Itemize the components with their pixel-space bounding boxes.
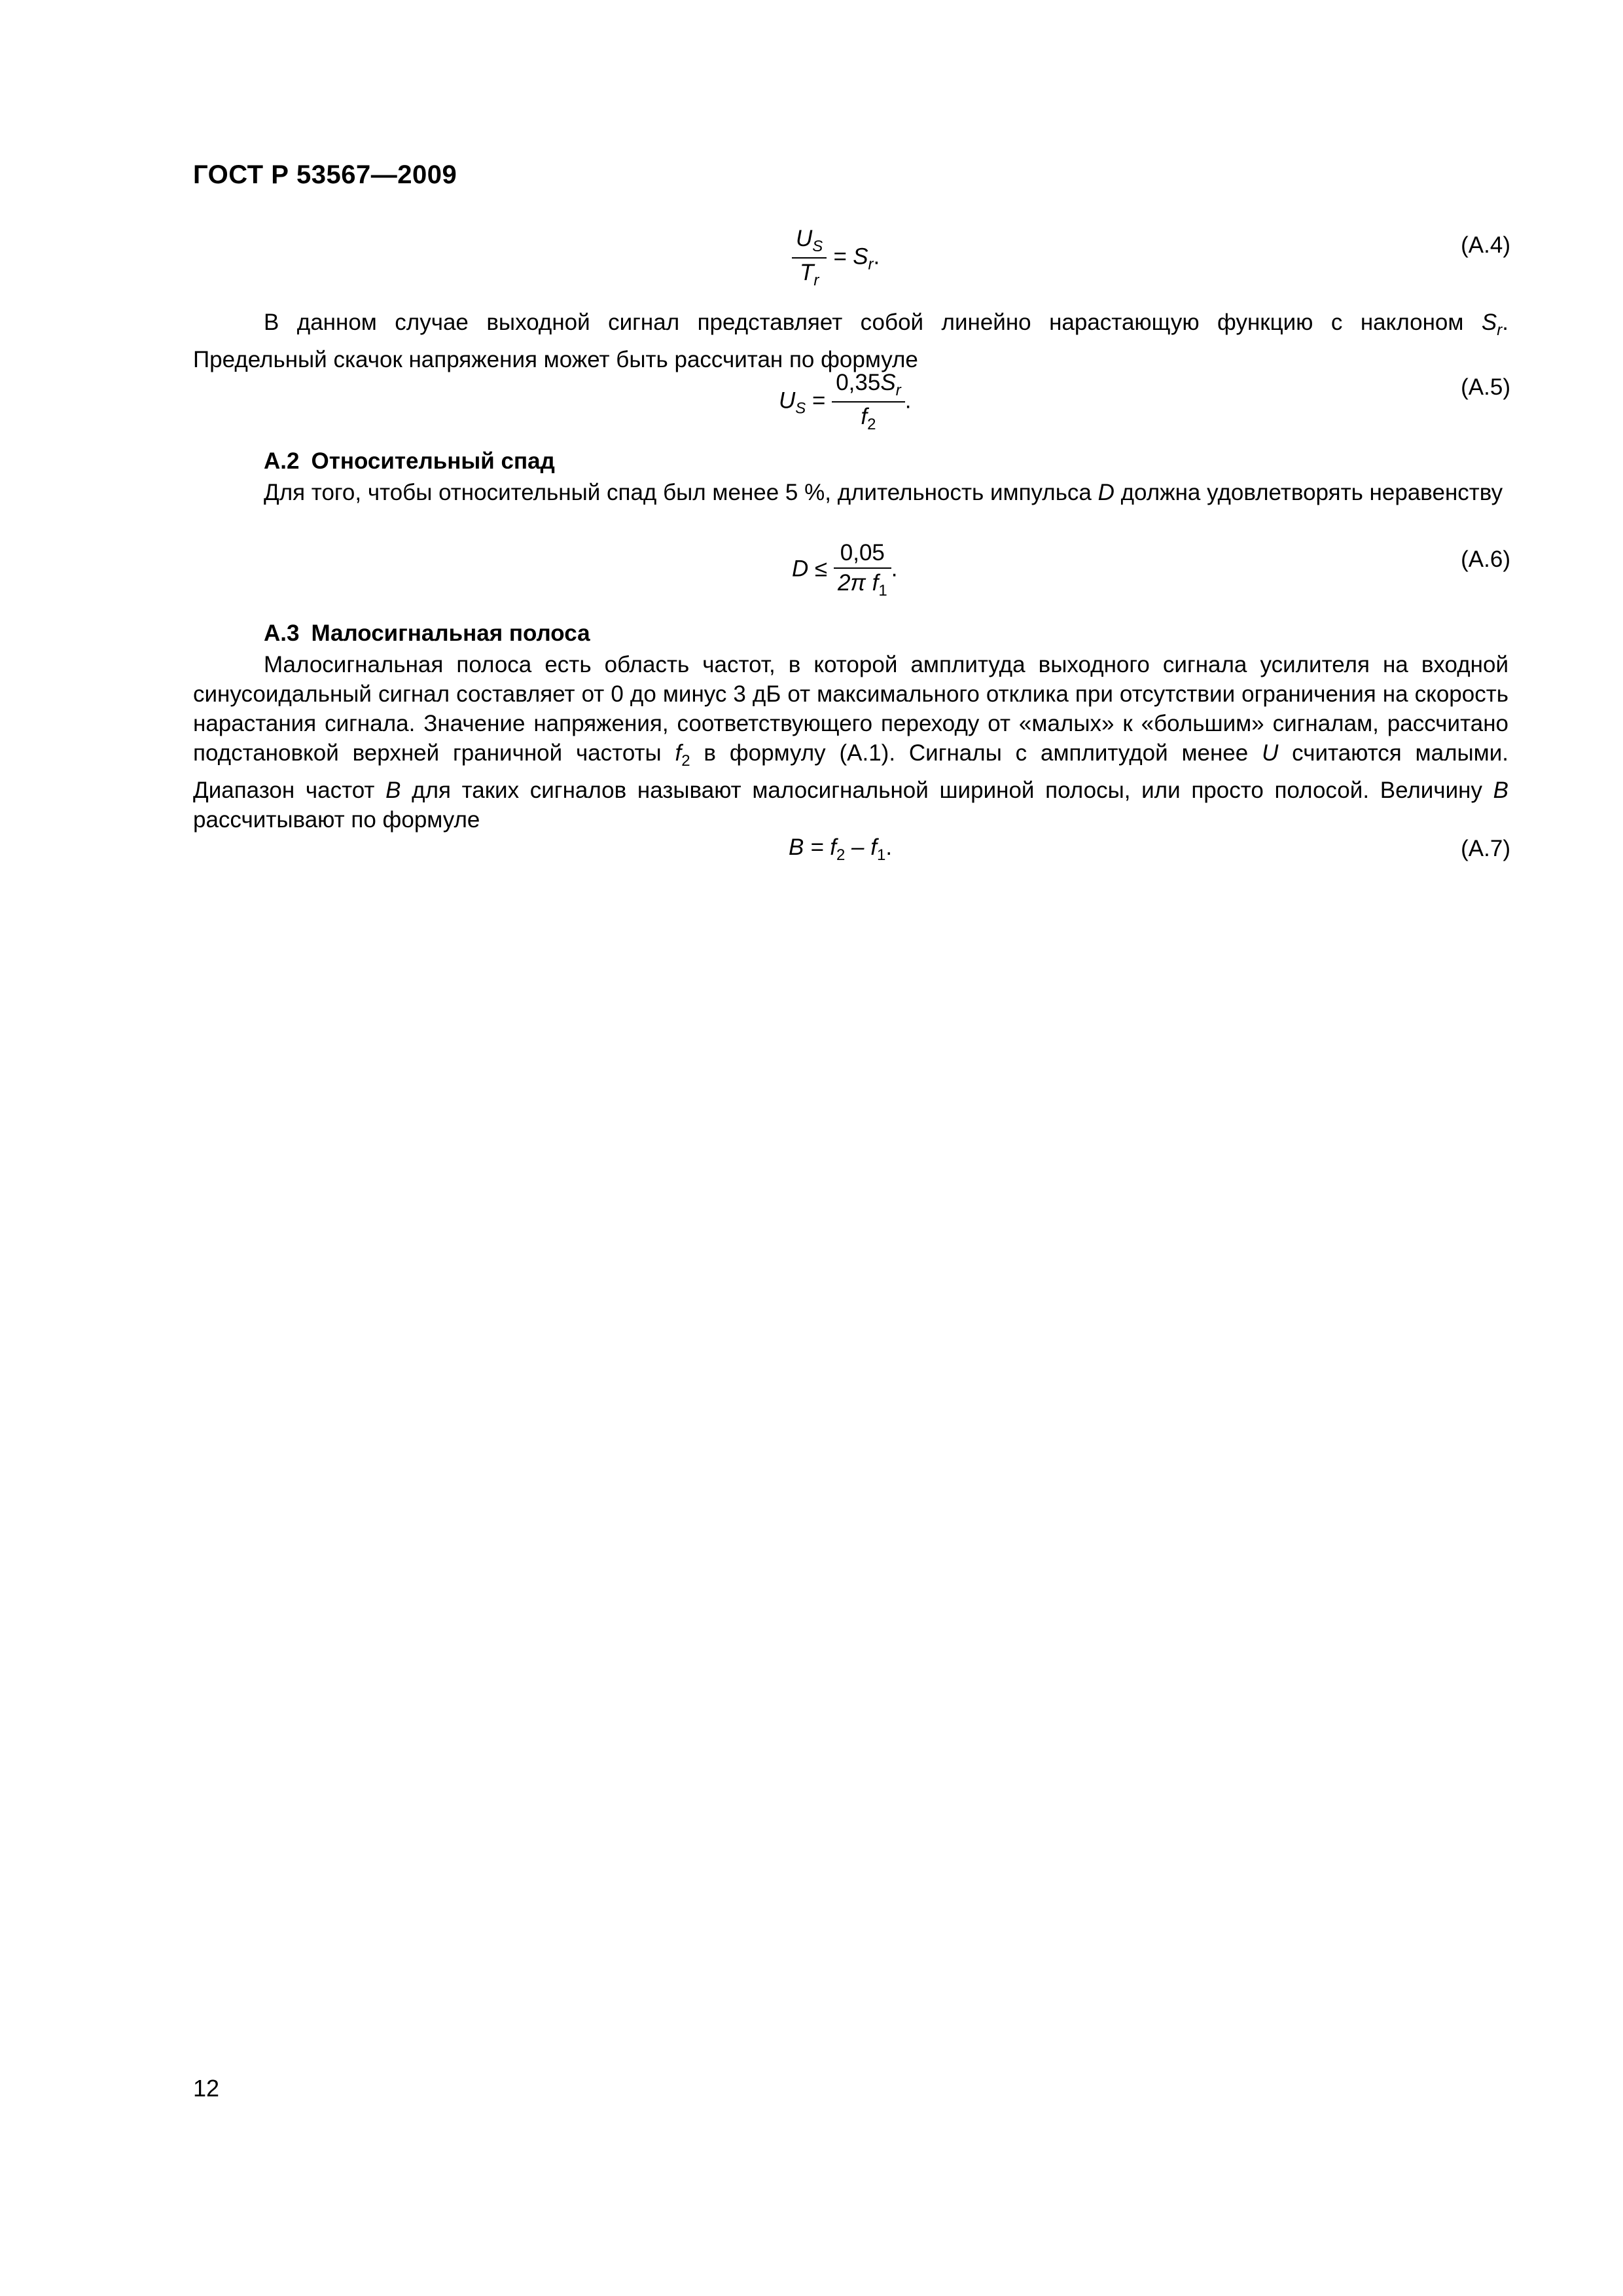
fraction: $\frac{0,35S_r}{f_2}$	[832, 370, 904, 434]
equation-a7: $B = f_2 - f_1$.	[789, 834, 893, 864]
paragraph-relative-droop: Для того, чтобы относительный спад был менее 5 %, длительность импульса D должна удовлетворять неравенству	[264, 480, 1503, 505]
equation-number-a5: (A.5)	[1461, 374, 1510, 400]
equation-a5: $U_S$ = $\frac{0,35S_r}{f_2}$ .	[779, 370, 912, 433]
page-number: 12	[193, 2075, 220, 2102]
section-heading-a3: A.3 Малосигнальная полоса	[264, 620, 590, 646]
paragraph-small-signal-bandwidth: Малосигнальная полоса есть область частот, в которой амплитуда выходного сигнала усилителя на входной синусоидальный сигнал составляет от 0 до минус 3 дБ от максимального отклика при отсутствии ограничения на скорость нарастания сигнала. Значение напряжения, соответствующего переходу от «малых» к «большим» сигналам, рассчитано подстановкой верхней граничной частоты $f_2$ в формулу (A.1). Сигналы с амплитудой менее U считаются малыми. Диапазон частот B для таких сигналов называют малосигнальной шириной полосы, или просто полосой. Величину B рассчитывают по формуле	[193, 652, 1508, 833]
equation-a4: $\frac{U_S}{T_r}$ = $S_r$.	[792, 226, 880, 290]
fraction: $\frac{0,05}{2\pi f_1}$	[834, 540, 891, 600]
section-heading-a2: A.2 Относительный спад	[264, 448, 555, 474]
equation-number-a7: (A.7)	[1461, 836, 1510, 861]
paragraph-linear-ramp: В данном случае выходной сигнал представляет собой линейно нарастающую функцию с наклоном $S_r$. Предельный скачок напряжения может быть рассчитан по формуле	[193, 310, 1508, 372]
equation-number-a4: (A.4)	[1461, 232, 1510, 258]
equation-a6: D ≤ $\frac{0,05}{2\pi f_1}$ .	[792, 540, 898, 600]
fraction: $\frac{U_S}{T_r}$	[792, 226, 827, 290]
document-code-header: ГОСТ Р 53567—2009	[193, 160, 457, 189]
equation-number-a6: (A.6)	[1461, 547, 1510, 572]
